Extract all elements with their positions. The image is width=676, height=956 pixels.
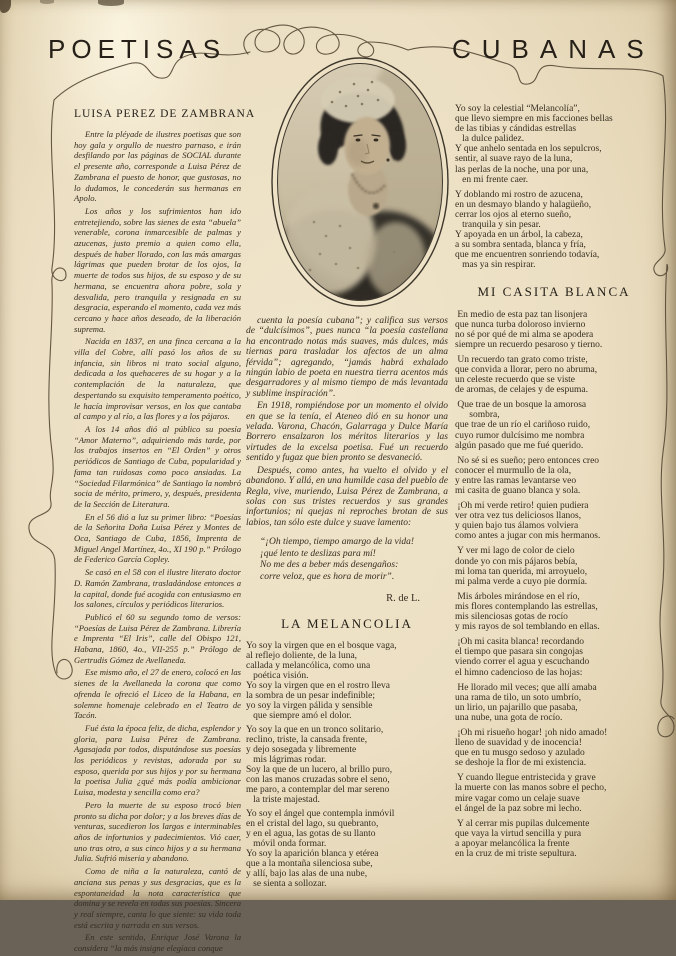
- poem-line: a apoyar melancólica la frente: [455, 838, 570, 849]
- poem-line: mis flores contemplando las estrellas,: [455, 601, 598, 612]
- poem-line: conocer el murmullo de la ola,: [455, 465, 572, 476]
- poem-line: Y cuando llegue entristecida y grave: [455, 773, 596, 784]
- poem-line: las perlas de la noche, una por una,: [455, 164, 589, 175]
- poem-line: no sé por qué de mi alma se apodera: [455, 329, 594, 340]
- poem-la-melancolia-part2: [455, 104, 653, 271]
- poem-line: y dejo sosegada y libremente: [246, 744, 357, 755]
- poem-line: Yo soy la virgen que en el bosque vaga,: [246, 640, 397, 651]
- poem-line: en el cristal del lago, su quebranto,: [246, 818, 379, 829]
- poem-line: y en el agua, las gotas de su llanto: [246, 828, 376, 839]
- poem-line: con las manos cruzadas sobre el seno,: [246, 774, 390, 785]
- poem-line: Yo soy la celestial “Melancolía”,: [455, 104, 580, 114]
- poem-line: en mi frente caer.: [455, 174, 529, 185]
- poem-line: Yo soy la aparición blanca y etérea: [246, 848, 379, 859]
- poem-line: mi palma verde a cuyo pie dormía.: [455, 576, 588, 587]
- poem-title-mi-casita-blanca: MI CASITA BLANCA: [477, 283, 631, 299]
- author-signature: R. de L.: [386, 592, 420, 604]
- poem-line: reclino, triste, la cansada frente,: [246, 734, 368, 745]
- biography-paragraph: Publicó el 60 su segundo tomo de versos: “Poesías de Luisa Pérez de Zambrana. Librería e Imprenta “El Iris”, calle del Obispo 121, Habana, 1860, 4o., VII-255 p.” Prólogo de Gertrudis Gómez de Avellaneda.: [74, 611, 241, 665]
- biography-paragraph: Ese mismo año, el 27 de enero, colocó en las sienes de la Avellaneda la corona que como ofrenda le ofreció el Liceo de la Habana, en solemne homenaje celebrado en el Teatro de Tacón.: [74, 667, 241, 721]
- poem-line: que vaya la virtud sencilla y pura: [455, 828, 582, 839]
- poem-line: y mis rayos de sol temblando en ellas.: [455, 622, 600, 633]
- poem-line: yo soy la virgen pálida y sensible: [246, 700, 373, 711]
- poem-line: móvil onda formar.: [246, 838, 327, 849]
- poem-mi-casita-blanca: [455, 310, 653, 860]
- biography-paragraph: En el 56 dió a luz su primer libro: “Poesías de la Señorita Doña Luisa Pérez y Montes de Oca, Santiago de Cuba, 1856, Imprenta de Miguel Angel Martínez, 4o., XI 190 p.” Prólogo de Federico García Copley.: [74, 511, 241, 565]
- poem-line: mas ya sin respirar.: [455, 260, 536, 271]
- magazine-title-left: POETISAS: [48, 34, 227, 64]
- poem-line: que llevo siempre en mis facciones bellas: [455, 114, 613, 125]
- poem-line: Soy la que de un lucero, al brillo puro,: [246, 764, 393, 775]
- poem-line: Y apoyada en un árbol, la cabeza,: [455, 230, 583, 241]
- poem-line: donde yo con mis pájaros bebía,: [455, 556, 578, 567]
- article-heading: LUISA PEREZ DE ZAMBRANA: [74, 108, 256, 120]
- poem-line: un celeste recuerdo que se viste: [455, 375, 576, 386]
- biography-paragraph: En 1918, rompiéndose por un momento el olvido en que se la tenía, el Ateneo dió en su honor una velada. Varona, Chacón, Galarraga y Dulce María Borrero ensalzaron los méritos literarios y las virtudes de la excelsa poetisa. Fué un recuerdo sentido y fugaz que bien pronto se desvaneció.: [246, 401, 448, 464]
- poem-line: a su sombra sentada, blanca y fría,: [455, 240, 586, 251]
- poem-line: la muerte con las manos sobre el pecho,: [455, 783, 607, 794]
- poem-line: lleno de suavidad y de inocencia!: [455, 738, 582, 749]
- poem-line: el tiempo que pasara sin congojas: [455, 647, 583, 658]
- poem-line: Y al cerrar mis pupilas dulcemente: [455, 818, 590, 829]
- biography-paragraph: cuenta la poesía cubana”; y califica sus versos de “dulcísimos”, pues nunca “la poesía castellana ha encontrado notas más suaves, más dulces, más tiernas para trasladar los afectos de un alma férvida”; agregando, “jamás habrá exhalado ningún labio de poeta en nuestra tierra acentos más desgarradores y al mismo tiempo de más levantada y sublime inspiración”.: [246, 316, 448, 399]
- poem-line: que siempre amó el dolor.: [246, 710, 352, 721]
- poem-la-melancolia-part1: [246, 641, 448, 889]
- poem-line: que trae de un río el cariñoso ruido,: [455, 420, 591, 431]
- scan-blemish: [40, 0, 54, 4]
- poem-line: mis silenciosas gotas de rocío: [455, 612, 568, 623]
- poem-line: poética visión.: [246, 670, 309, 681]
- biography-paragraph: Nacida en 1837, en una finca cercana a la villa del Cobre, allí pasó los años de su infancia, sin libros ni trato social alguno, dedicada a los quehaceres de su hogar y a la contemplación de la naturaleza, que despertando su exquisito temperamento poético, le hacía improvisar versos, en los que cantaba al campo y al río, a las flores y a los pájaros.: [74, 336, 241, 422]
- poem-line: que a la montaña silenciosa sube,: [246, 858, 373, 869]
- poem-line: Y que anhelo sentada en los sepulcros,: [455, 144, 602, 155]
- poem-line: Mis árboles mirándose en el río,: [455, 591, 580, 602]
- poem-line: que me encuentren sonriendo todavía,: [455, 250, 600, 261]
- poem-line: mire vagar como un celaje suave: [455, 793, 580, 804]
- poem-title-la-melancolia: LA MELANCOLIA: [281, 615, 413, 631]
- poem-line: como antes a jugar con mis hermanos.: [455, 531, 601, 542]
- poem-line: y allí, bajo las alas de una nube,: [246, 868, 368, 879]
- biography-paragraph: Los años y los sufrimientos han ido entretejiendo, sobre las sienes de esta “abuela” venerable, corona inmarcesible de palmas y azucenas, justo premio a quien como ella, después de haber llorado, con las más amargas lágrimas que pueden brotar de los ojos, la muerte de todos sus hijos, de su esposo y de su hermana, se encuentra ahora pobre, sola y desvalida, pero tranquila y resignada en su desgracia, esperando el momento, cada vez más cercano y hace años deseado, de la liberación suprema.: [74, 205, 241, 334]
- biography-paragraph: En este sentido, Enrique José Varona la considera “la más insigne elegíaca conque: [74, 932, 241, 954]
- poem-line: sentir, al suave rayo de la luna,: [455, 154, 573, 165]
- poem-line: Yo soy el ángel que contempla inmóvil: [246, 808, 395, 819]
- portrait-photo: [266, 54, 454, 310]
- poem-line: al reflejo doliente, de la luna,: [246, 650, 358, 661]
- poem-line: se sienta a sollozar.: [246, 878, 327, 889]
- poem-line: que en tu musgo sedoso y azulado: [455, 748, 585, 759]
- biography-paragraph: Pero la muerte de su esposo trocó bien pronto su dicha por dolor; y a los breves días de venturas, sucedieron los largos e interminables años de infortunios y padecimientos. Vió caer, uno tras otro, a sus cinco hijos y a su hermana Julia. Sufrió miseria y abandono.: [74, 799, 241, 864]
- poem-line: una nube, una gota de rocío.: [455, 712, 563, 723]
- biography-paragraph: Se casó en el 58 con el ilustre literato doctor D. Ramón Zambrana, trasladándose entonces a la capital, donde fué acogida con entusiasmo en los salones, círculos y periódicos literarios.: [74, 567, 241, 610]
- poem-line: Yo soy la que en un tronco solitario,: [246, 724, 384, 735]
- poem-line: Yo soy la virgen que en el rostro lleva: [246, 680, 390, 691]
- poem-line: ¡Oh mi casita blanca! recordando: [455, 637, 584, 648]
- poem-line: que nunca turba doloroso invierno: [455, 319, 586, 330]
- poem-line: algún pasado que me fué querido.: [455, 440, 584, 451]
- lament-quote-line: “¡Oh tiempo, tiempo amargo de la vida!: [260, 537, 415, 548]
- biography-paragraph: Entre la pléyade de ilustres poetisas que son hoy gala y orgullo de nuestro parnaso, e irán desfilando por las páginas de SOCIAL durante el presente año, corresponde a Luisa Pérez de Zambrana el puesto de honor, que gustosas, no lo dudamos, le concederán sus hermanas en Apolo.: [74, 129, 241, 204]
- poem-line: sombra,: [455, 410, 500, 421]
- poem-line: en la cruz de mi triste sepultura.: [455, 849, 577, 859]
- biography-left: [74, 129, 241, 954]
- lament-quote-line: ¡qué lento te deslizas para mí!: [260, 548, 376, 559]
- poem-line: me paro, a contemplar del mar sereno: [246, 784, 390, 795]
- poem-line: mi casita de guano blanca y sola.: [455, 486, 581, 496]
- lament-quote-line: corre veloz, que es hora de morir”.: [260, 571, 395, 582]
- column-middle: [246, 316, 448, 889]
- poem-line: ver otra vez tus deliciosos llanos,: [455, 511, 582, 522]
- poem-line: Y ver mi lago de color de cielo: [455, 546, 575, 557]
- biography-paragraph: A los 14 años dió al público su poesía “Amor Materno”, adquiriendo más tarde, por los trabajos insertos en “El Orden” y otros periódicos de Santiago de Cuba, popularidad y fama tan ruidosas como poco ansiadas. La “Sociedad Filarmónica” de Santiago la nombró socia de mérito, primero, y, después, presidenta de la Sección de Literatura.: [74, 423, 241, 509]
- poem-line: el himno cadencioso de las hojas:: [455, 667, 583, 678]
- poem-line: se deshoje la flor de mi existencia.: [455, 758, 587, 769]
- biography-paragraph: Después, como antes, ha vuelto el olvido y el abandono. Y allá, en una humilde casa del pueblo de Regla, vive, muriendo, Luisa Pérez de Zambrana, a solas con sus tristes recuerdos y sus grandes infortunios; ni quejas ni reproches brotan de sus labios, tan sólo este dulce y suave lamento:: [246, 465, 448, 528]
- poem-line: una rama de tilo, un soto umbrío,: [455, 692, 582, 703]
- poem-line: mi loma tan querida, mi arroyuelo,: [455, 566, 588, 577]
- magazine-title-right: CUBANAS: [452, 34, 655, 64]
- poem-line: Y doblando mi rostro de azucena,: [455, 189, 583, 200]
- poem-line: siempre un recuerdo pesaroso y tierno.: [455, 339, 603, 350]
- poem-line: mis lágrimas rodar.: [246, 754, 327, 765]
- poem-line: tranquila y sin pesar.: [455, 220, 541, 231]
- lament-quote: [260, 537, 448, 583]
- poem-line: viendo correr el agua y escuchando: [455, 657, 590, 668]
- column-right: [455, 104, 653, 859]
- poem-line: un lirio, un pajarillo que pasaba,: [455, 702, 578, 713]
- poem-line: la sombra de un pesar indefinible;: [246, 690, 376, 701]
- scan-blemish: [98, 0, 124, 6]
- poem-line: callada y melancólica, como una: [246, 660, 371, 671]
- poem-line: cuyo rumor dulcísimo me nombra: [455, 430, 585, 441]
- poem-line: la triste majestad.: [246, 794, 320, 805]
- column-left: [74, 108, 256, 956]
- lament-quote-line: No me des a beber más desengaños:: [260, 560, 399, 571]
- poem-line: ¡Oh mi risueño hogar! ¡oh nido amado!: [455, 727, 608, 738]
- poem-line: cerrar los ojos al eterno sueño,: [455, 209, 572, 220]
- biography-middle: [246, 316, 448, 528]
- poem-line: que convida a llorar, pero no abruma,: [455, 364, 598, 375]
- poem-line: la dulce palidez.: [455, 134, 525, 145]
- poem-line: No sé si es sueño; pero entonces creo: [455, 455, 600, 466]
- poem-line: y quien bajo tus álamos volviera: [455, 521, 579, 532]
- poem-line: de aromas, de celajes y de espuma.: [455, 385, 588, 396]
- poem-line: He llorado mil veces; que allí amaba: [455, 682, 597, 693]
- poem-line: Un recuerdo tan grato como triste,: [455, 354, 588, 365]
- poem-line: Que trae de un bosque la amorosa: [455, 400, 587, 411]
- poem-line: En medio de esta paz tan lisonjera: [455, 309, 588, 320]
- poem-line: ¡Oh mi verde retiro! quien pudiera: [455, 501, 589, 512]
- scan-blemish: [0, 0, 11, 13]
- biography-paragraph: Como de niña a la naturaleza, cantó de anciana sus penas y sus desgracias, que es la espontaneidad la nota característica que domina y se revela en todas sus poesías. Sincera y real siempre, canta lo que siente: su vida toda está escrita y narrada en sus versos.: [74, 866, 241, 930]
- poem-line: y entre las ramas levantarse veo: [455, 475, 577, 486]
- poem-line: el ángel de la paz sobre mi lecho.: [455, 803, 582, 814]
- poem-line: en un desmayo blando y halagüeño,: [455, 199, 592, 210]
- biography-paragraph: Fué ésta la época feliz, de dicha, esplendor y gloria, para Luisa Pérez de Zambrana. Agasajada por todos, disputándose sus poesías los periódicos y revistas, adorada por su esposo, querida por sus hijos y por su hermana la poetisa Julia ¿qué más podía ambicionar Luisa, modesta y sencilla como era?: [74, 722, 241, 798]
- poem-line: de las tibias y cándidas estrellas: [455, 124, 577, 135]
